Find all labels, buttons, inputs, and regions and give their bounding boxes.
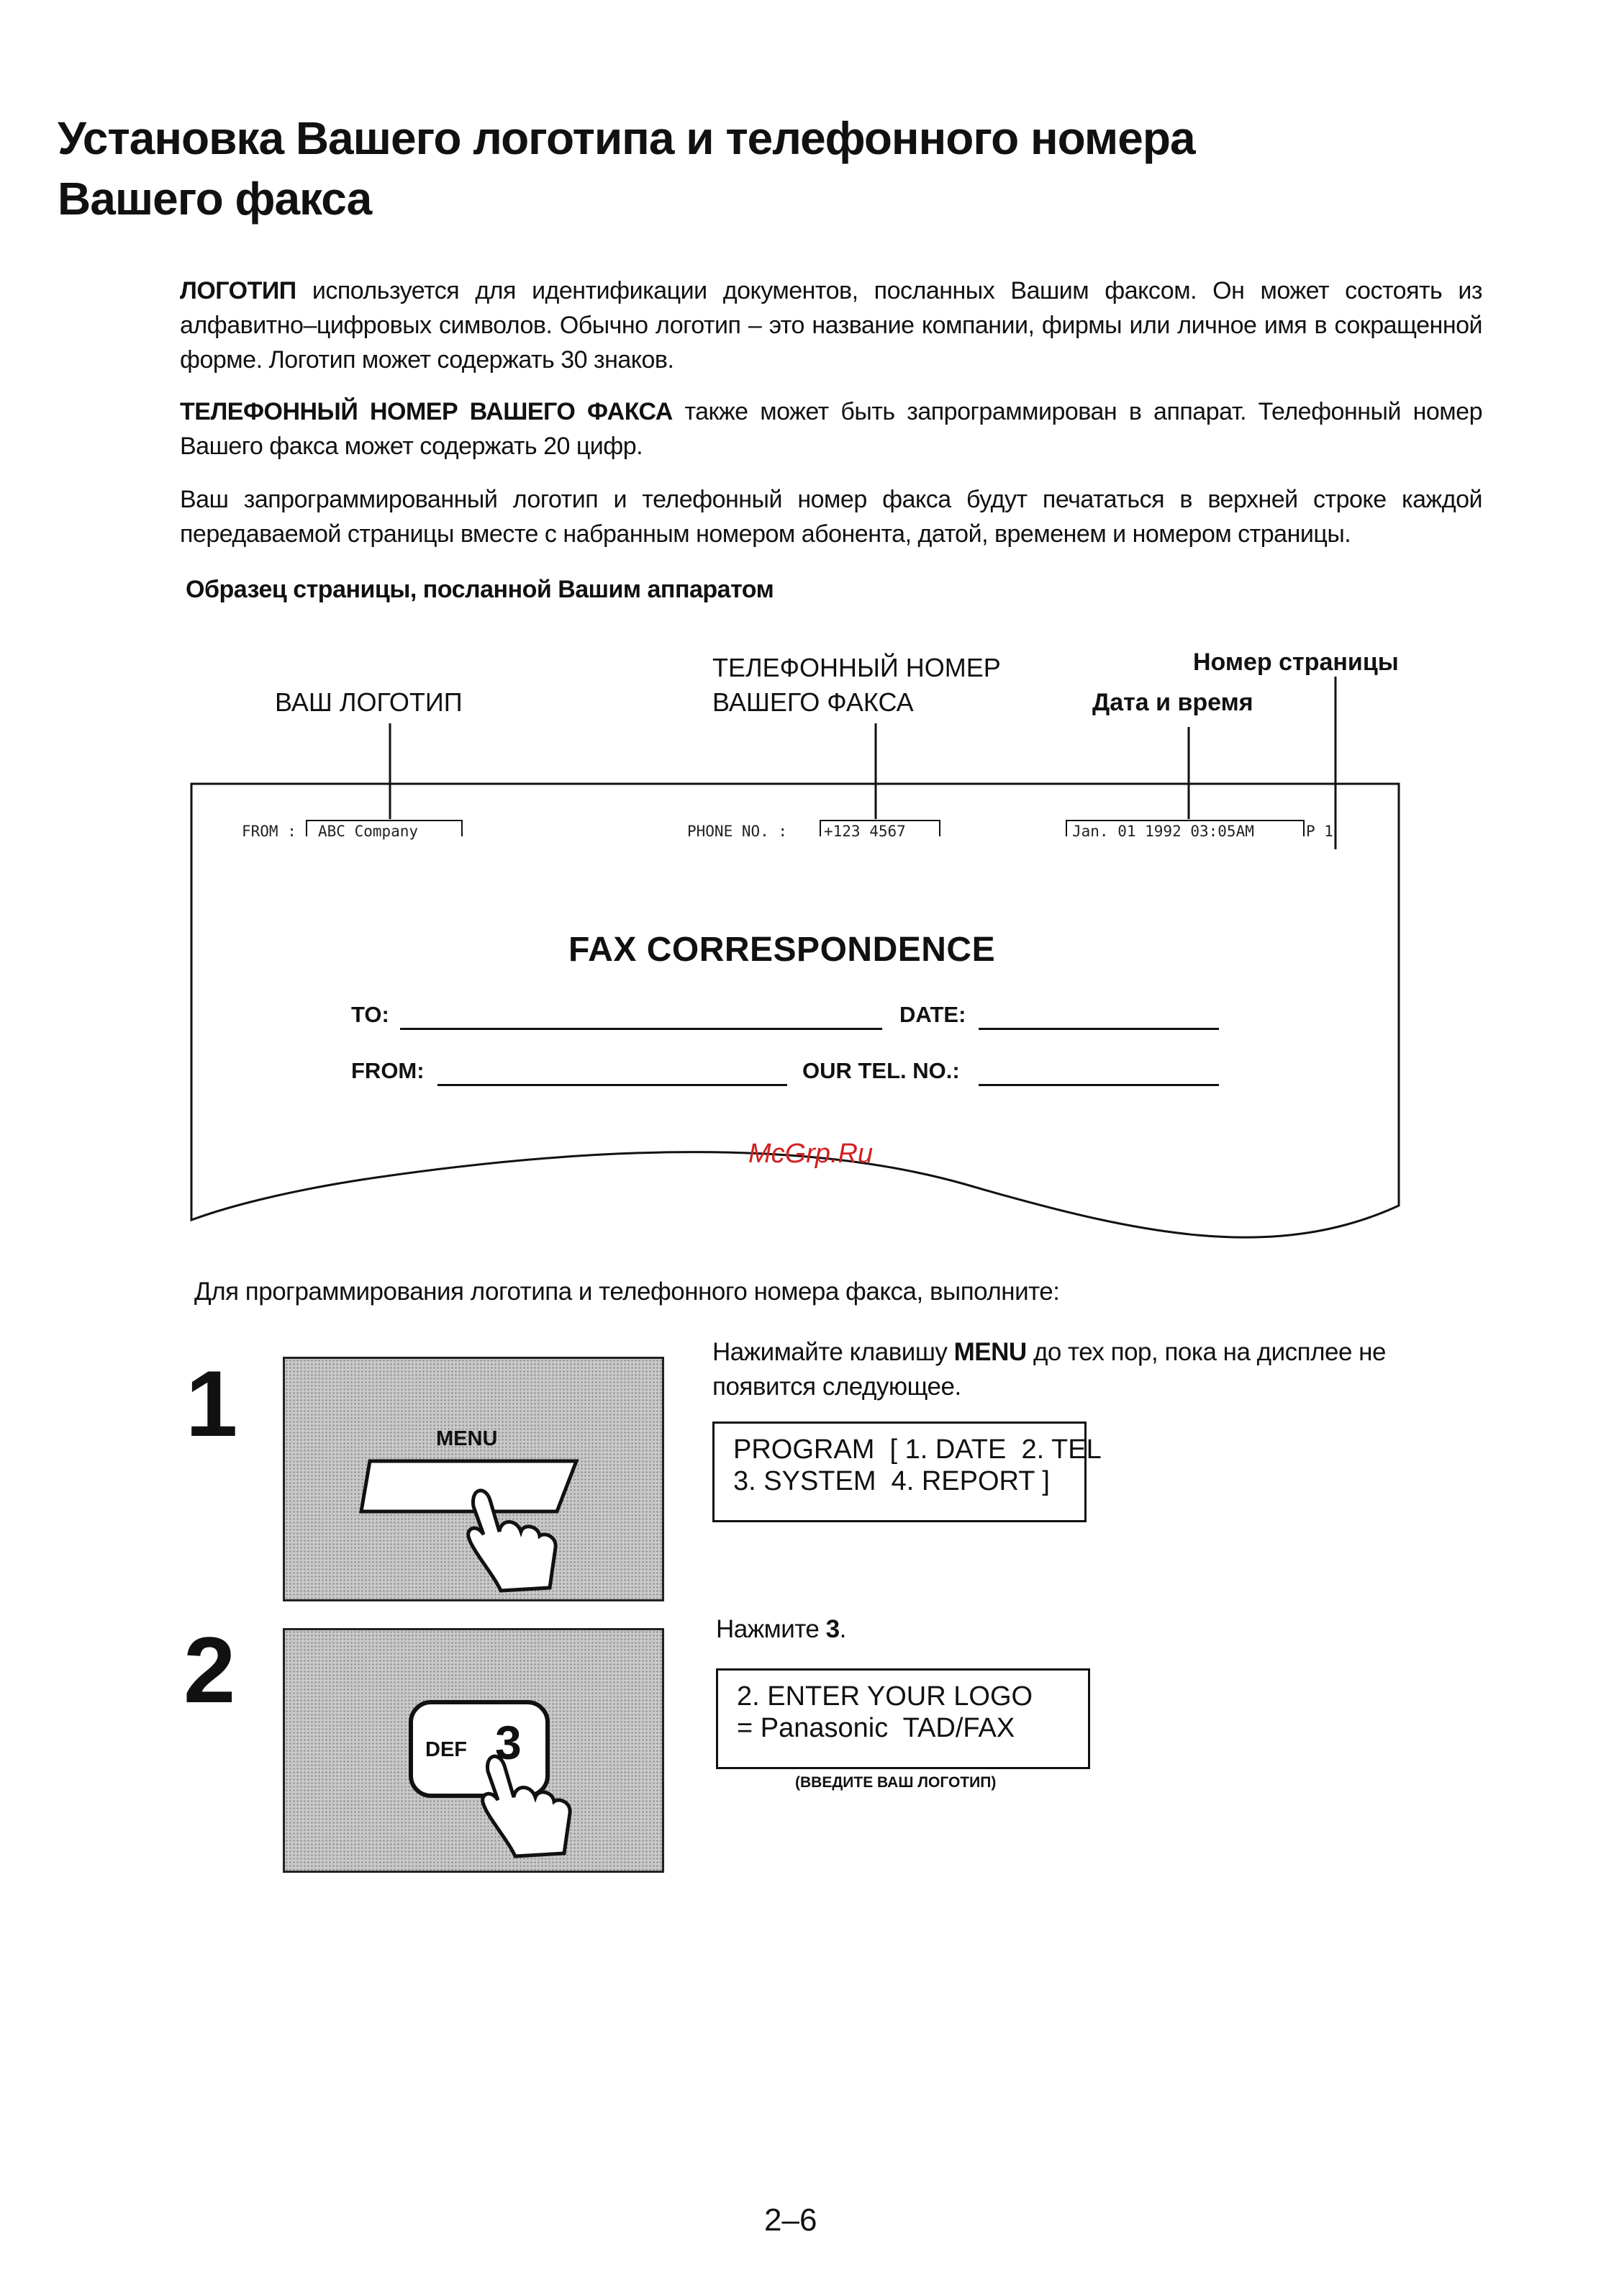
menu-key-label: MENU xyxy=(436,1427,498,1450)
form-our-tel-line xyxy=(979,1084,1219,1086)
logo-description: используется для идентификации документов, посланных Вашим факсом. Он может состоять из алфавитно–цифровых символов. Обычно логотип – это название компании, фирмы или личное имя в сокращенной форме. Логотип может содержать 30 знаков. xyxy=(180,277,1482,374)
logo-term: ЛОГОТИП xyxy=(180,277,296,304)
step-2-display-line-2: = Panasonic TAD/FAX xyxy=(737,1713,1015,1743)
def-key-letters: DEF xyxy=(425,1738,467,1761)
def-key-digit: 3 xyxy=(495,1716,522,1769)
step-1-text-start: Нажимайте клавишу xyxy=(712,1338,954,1366)
phone-term: ТЕЛЕФОННЫЙ НОМЕР ВАШЕГО ФАКСА xyxy=(180,398,673,425)
callout-leader-lines xyxy=(0,0,1619,864)
step-2-key-name: 3 xyxy=(825,1615,840,1643)
step-1-text xyxy=(712,1335,1489,1404)
step-2-text xyxy=(716,1612,1148,1647)
step-2-text-end: . xyxy=(839,1615,846,1643)
page-title-line-1: Установка Вашего логотипа и телефонного номера xyxy=(58,112,1195,164)
fax-header-from-label: FROM : xyxy=(242,823,296,840)
printing-paragraph: Ваш запрограммированный логотип и телефонный номер факса будут печататься в верхней строке каждой передаваемой страницы вместе с набранным номером абонента, датой, временем и номером страницы. xyxy=(180,486,1482,548)
callout-page-number: Номер страницы xyxy=(1193,648,1399,676)
form-from-line xyxy=(437,1084,787,1086)
fax-header-datetime: Jan. 01 1992 03:05AM xyxy=(1072,823,1254,840)
phone-description: также может быть запрограммирован в аппарат. Телефонный номер Вашего факса может содержать 20 цифр. xyxy=(180,398,1482,460)
step-2-display-line-1: 2. ENTER YOUR LOGO xyxy=(737,1681,1033,1712)
form-to-label: TO: xyxy=(351,1002,389,1027)
fax-title: FAX CORRESPONDENCE xyxy=(568,931,996,969)
menu-key-illustration xyxy=(283,1357,664,1601)
step-1-display xyxy=(712,1422,1102,1522)
def3-key-drawing xyxy=(285,1630,666,1875)
step-2-display-note: (ВВЕДИТЕ ВАШ ЛОГОТИП) xyxy=(795,1774,997,1791)
form-date-line xyxy=(979,1028,1219,1030)
fax-header-logo-value: ABC Company xyxy=(318,823,419,840)
step-1-display-line-1: PROGRAM [ 1. DATE 2. TEL xyxy=(733,1434,1102,1465)
step-1-display-line-2: 3. SYSTEM 4. REPORT ] xyxy=(733,1466,1050,1496)
callout-logo: ВАШ ЛОГОТИП xyxy=(275,687,463,717)
instructions-intro: Для программирования логотипа и телефонного номера факса, выполните: xyxy=(194,1278,1060,1306)
step-1-key-name: MENU xyxy=(953,1338,1027,1366)
def3-key-illustration xyxy=(283,1628,664,1873)
form-our-tel-label: OUR TEL. NO.: xyxy=(802,1058,960,1083)
page-number: 2–6 xyxy=(764,2202,817,2238)
sample-caption: Образец страницы, посланной Вашим аппаратом xyxy=(186,576,774,603)
fax-header-phone-value: +123 4567 xyxy=(824,823,906,840)
step-2-number: 2 xyxy=(183,1617,236,1722)
fax-header-phone-label: PHONE NO. : xyxy=(687,823,788,840)
form-from-label: FROM: xyxy=(351,1058,425,1083)
step-2-text-start: Нажмите xyxy=(716,1615,826,1643)
callout-phone-line-2: ВАШЕГО ФАКСА xyxy=(712,687,914,717)
step-2-display xyxy=(716,1668,1090,1769)
callout-phone-line-1: ТЕЛЕФОННЫЙ НОМЕР xyxy=(712,653,1001,682)
step-1-number: 1 xyxy=(186,1351,238,1456)
callout-date-time: Дата и время xyxy=(1092,689,1253,716)
watermark: McGrp.Ru xyxy=(748,1139,874,1169)
step-1-text-end: до тех пор, пока на дисплее не появится следующее. xyxy=(712,1338,1386,1401)
menu-key-drawing xyxy=(285,1359,666,1604)
form-to-line xyxy=(400,1028,882,1030)
form-date-label: DATE: xyxy=(899,1002,966,1027)
fax-header-page: P 1 xyxy=(1306,823,1333,840)
page-title-line-2: Вашего факса xyxy=(58,173,372,225)
